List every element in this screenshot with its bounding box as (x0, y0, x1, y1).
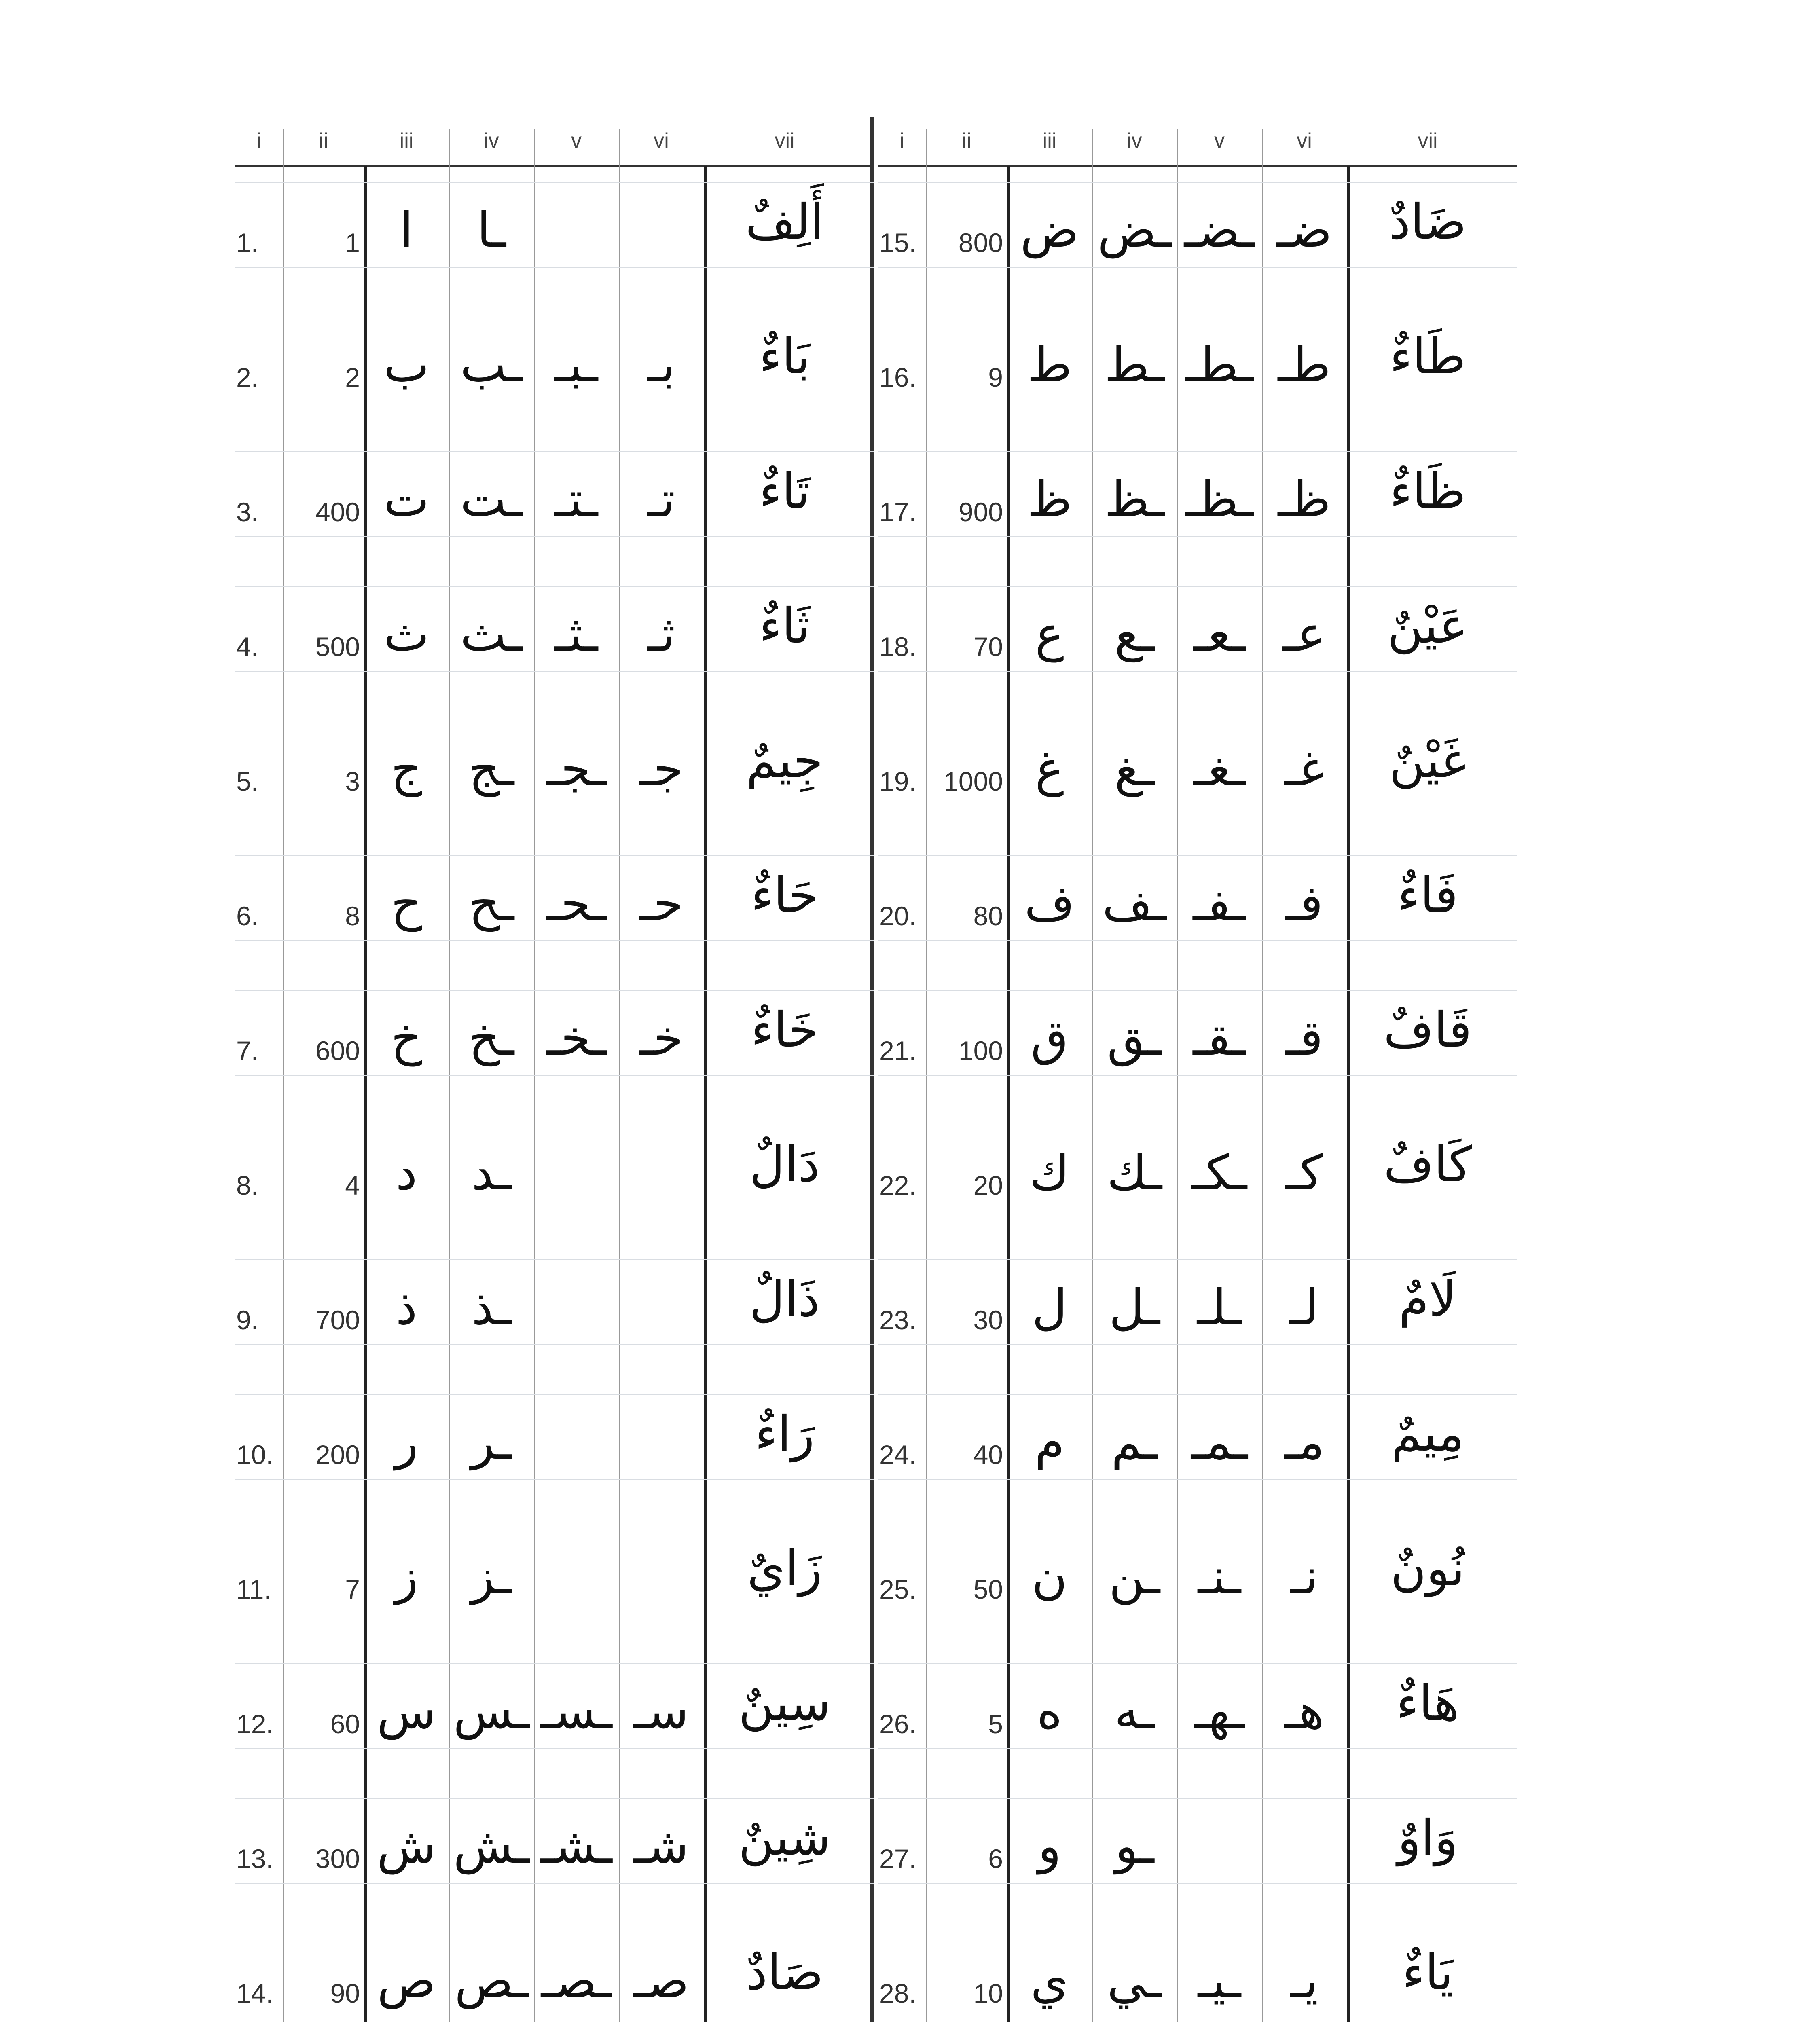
final-form: ـظ (1104, 472, 1165, 528)
isolated-form: ت (383, 472, 430, 528)
letter-name: شِينٌ (738, 1810, 831, 1866)
isolated-form: ض (1020, 202, 1079, 258)
header-iii: iii (399, 129, 414, 152)
isolated-form: ك (1029, 1145, 1070, 1201)
guide-line (235, 586, 874, 587)
letter-name: هَاءٌ (1396, 1675, 1460, 1732)
row-index: 2. (236, 362, 259, 392)
final-form: ـث (460, 606, 523, 662)
numeric-value: 1000 (944, 766, 1003, 796)
letter-name: مِيمٌ (1391, 1406, 1464, 1462)
guide-line (235, 1344, 874, 1345)
row-index: 5. (236, 766, 259, 796)
initial-form: ظـ (1278, 472, 1331, 528)
final-form: ـر (471, 1414, 512, 1470)
row-index: 11. (236, 1574, 271, 1604)
header-vi: vi (654, 129, 669, 152)
numeric-value: 6 (988, 1844, 1003, 1874)
header-vii: vii (1418, 129, 1438, 152)
medial-form: ـمـ (1191, 1414, 1248, 1470)
header-ii: ii (962, 129, 971, 152)
medial-form: ـحـ (546, 876, 606, 932)
numeric-value: 500 (315, 632, 360, 662)
medial-form: ـظـ (1185, 472, 1254, 528)
medial-form: ـكـ (1191, 1145, 1247, 1201)
final-form: ـف (1102, 876, 1167, 932)
guide-line (878, 1394, 1517, 1395)
final-form: ـض (1097, 202, 1172, 258)
isolated-form: ر (395, 1414, 418, 1470)
table-row (235, 974, 874, 1108)
medial-form: ـخـ (546, 1010, 606, 1066)
final-form: ـط (1104, 337, 1165, 393)
row-index: 26. (879, 1709, 916, 1739)
table-row (878, 704, 1517, 839)
isolated-form: ا (400, 202, 413, 258)
isolated-form: غ (1035, 741, 1064, 797)
isolated-form: ق (1031, 1010, 1069, 1066)
guide-line (878, 1798, 1517, 1799)
header-v: v (571, 129, 582, 152)
isolated-form: ه (1037, 1684, 1062, 1740)
guide-line (235, 940, 874, 941)
guide-line (878, 990, 1517, 991)
table-row (878, 300, 1517, 435)
final-form: ـل (1109, 1280, 1160, 1336)
numeric-value: 50 (973, 1574, 1003, 1604)
numeric-value: 5 (988, 1709, 1003, 1739)
initial-form: خـ (639, 1010, 684, 1066)
final-form: ـي (1107, 1953, 1162, 2009)
medial-form: ـصـ (541, 1953, 612, 2009)
letter-name: صَادٌ (746, 1945, 823, 2001)
row-index: 1. (236, 228, 259, 258)
guide-line (235, 182, 874, 183)
guide-line (878, 267, 1517, 268)
letter-name: عَيْنٌ (1387, 598, 1468, 654)
letter-name: وَاوٌ (1397, 1810, 1458, 1866)
table-row (235, 166, 874, 300)
guide-line (878, 1075, 1517, 1076)
table-row (878, 1512, 1517, 1647)
initial-form: جـ (639, 741, 684, 797)
row-index: 14. (236, 1978, 273, 2008)
initial-form: حـ (639, 876, 684, 932)
guide-line (878, 1479, 1517, 1480)
initial-form: نـ (1290, 1549, 1318, 1605)
letter-name: ثَاءٌ (759, 598, 811, 654)
letter-name: زَايٌ (747, 1541, 822, 1597)
medial-form: ـبـ (554, 337, 598, 393)
medial-form: ـهـ (1194, 1684, 1245, 1740)
final-form: ـا (477, 202, 506, 258)
final-form: ـخ (468, 1010, 514, 1066)
guide-line (235, 1798, 874, 1799)
table-header (235, 117, 874, 166)
medial-form: ـلـ (1197, 1280, 1242, 1336)
header-vi: vi (1297, 129, 1312, 152)
medial-form: ـغـ (1193, 741, 1246, 797)
medial-form: ـسـ (540, 1684, 612, 1740)
table-row (235, 1512, 874, 1647)
header-i: i (256, 129, 261, 152)
table-row (235, 300, 874, 435)
table-row (235, 704, 874, 839)
guide-line (235, 536, 874, 537)
initial-form: تـ (647, 472, 675, 528)
final-form: ـز (471, 1549, 512, 1605)
isolated-form: م (1034, 1414, 1065, 1470)
final-form: ـق (1107, 1010, 1162, 1066)
table-row (235, 839, 874, 974)
guide-line (878, 671, 1517, 672)
numeric-value: 3 (345, 766, 360, 796)
table-row (878, 1108, 1517, 1243)
row-index: 20. (879, 901, 916, 931)
row-index: 15. (879, 228, 916, 258)
guide-line (878, 1344, 1517, 1345)
table-row (878, 435, 1517, 570)
letters-table-right (878, 117, 1517, 2022)
header-iv: iv (1127, 129, 1142, 152)
initial-form: كـ (1285, 1145, 1323, 1201)
guide-line (235, 990, 874, 991)
table-header (878, 117, 1517, 166)
letter-name: لَامٌ (1399, 1271, 1457, 1328)
isolated-form: ث (383, 606, 430, 662)
initial-form: ضـ (1276, 202, 1332, 258)
medial-form: ـنـ (1198, 1549, 1241, 1605)
letter-name: بَاءٌ (759, 329, 811, 385)
initial-form: صـ (633, 1953, 689, 2009)
row-index: 4. (236, 632, 259, 662)
medial-form: ـيـ (1198, 1953, 1241, 2009)
row-index: 17. (879, 497, 916, 527)
isolated-form: ط (1027, 337, 1072, 393)
numeric-value: 10 (973, 1978, 1003, 2008)
final-form: ـذ (471, 1280, 512, 1336)
letter-name: طَاءٌ (1389, 329, 1466, 385)
numeric-value: 200 (315, 1440, 360, 1470)
numeric-value: 8 (345, 901, 360, 931)
medial-form: ـطـ (1185, 337, 1254, 393)
numeric-value: 80 (973, 901, 1003, 931)
isolated-form: س (377, 1684, 436, 1740)
initial-form: بـ (647, 337, 675, 393)
row-index: 3. (236, 497, 259, 527)
final-form: ـغ (1114, 741, 1155, 797)
letter-name: كَافٌ (1383, 1137, 1472, 1193)
final-form: ـش (453, 1818, 530, 1874)
guide-line (235, 1748, 874, 1749)
header-iv: iv (484, 129, 499, 152)
initial-form: قـ (1285, 1010, 1323, 1066)
initial-form: طـ (1278, 337, 1331, 393)
initial-form: لـ (1290, 1280, 1319, 1336)
letter-name: سِينٌ (738, 1675, 831, 1732)
guide-line (878, 182, 1517, 183)
table-row (878, 1782, 1517, 1916)
guide-line (235, 1394, 874, 1395)
row-index: 8. (236, 1170, 259, 1200)
guide-line (235, 855, 874, 856)
guide-line (878, 536, 1517, 537)
numeric-value: 60 (330, 1709, 360, 1739)
isolated-form: ح (391, 876, 422, 932)
letter-name: رَاءٌ (755, 1406, 815, 1462)
isolated-form: ظ (1027, 472, 1072, 528)
isolated-form: ج (391, 741, 422, 797)
isolated-form: ب (383, 337, 430, 393)
numeric-value: 7 (345, 1574, 360, 1604)
numeric-value: 4 (345, 1170, 360, 1200)
numeric-value: 70 (973, 632, 1003, 662)
letter-name: جِيمٌ (746, 733, 823, 789)
numeric-value: 90 (330, 1978, 360, 2008)
final-form: ـس (453, 1684, 530, 1740)
numeric-value: 20 (973, 1170, 1003, 1200)
medial-form: ـجـ (546, 741, 606, 797)
final-form: ـت (460, 472, 523, 528)
numeric-value: 800 (958, 228, 1003, 258)
medial-form: ـفـ (1193, 876, 1246, 932)
initial-form: يـ (1290, 1953, 1318, 2009)
guide-line (878, 1663, 1517, 1664)
numeric-value: 2 (345, 362, 360, 392)
letter-name: قَافٌ (1383, 1002, 1472, 1058)
table-row (878, 1647, 1517, 1782)
guide-line (235, 1479, 874, 1480)
medial-form: ـضـ (1184, 202, 1255, 258)
header-i: i (899, 129, 904, 152)
isolated-form: ص (377, 1953, 436, 2009)
table-row (235, 1243, 874, 1378)
guide-line (235, 671, 874, 672)
medial-form: ـعـ (1193, 606, 1246, 662)
guide-line (878, 1259, 1517, 1260)
numeric-value: 30 (973, 1305, 1003, 1335)
header-iii: iii (1042, 129, 1057, 152)
initial-form: عـ (1282, 606, 1326, 662)
guide-line (235, 1075, 874, 1076)
row-index: 13. (236, 1844, 273, 1874)
row-index: 25. (879, 1574, 916, 1604)
letter-name: تَاءٌ (759, 463, 811, 520)
row-index: 27. (879, 1844, 916, 1874)
table-row (878, 839, 1517, 974)
letter-name: دَالٌ (749, 1137, 820, 1193)
numeric-value: 400 (315, 497, 360, 527)
final-form: ـد (471, 1145, 512, 1201)
numeric-value: 9 (988, 362, 1003, 392)
medial-form: ـقـ (1193, 1010, 1246, 1066)
row-index: 9. (236, 1305, 259, 1335)
table-row (235, 1916, 874, 2022)
isolated-form: خ (391, 1010, 422, 1066)
guide-line (878, 586, 1517, 587)
numeric-value: 40 (973, 1440, 1003, 1470)
initial-form: شـ (634, 1818, 689, 1874)
row-index: 22. (879, 1170, 916, 1200)
medial-form: ـشـ (540, 1818, 612, 1874)
final-form: ـع (1114, 606, 1155, 662)
isolated-form: ع (1035, 606, 1064, 662)
table-row (878, 1378, 1517, 1512)
row-index: 10. (236, 1440, 273, 1470)
final-form: ـك (1107, 1145, 1162, 1201)
letter-name: فَاءٌ (1397, 867, 1458, 924)
letter-name: ذَالٌ (749, 1271, 820, 1328)
final-form: ـب (460, 337, 523, 393)
letters-table-left (235, 117, 874, 2022)
row-index: 16. (879, 362, 916, 392)
guide-line (235, 267, 874, 268)
isolated-form: ن (1031, 1549, 1068, 1605)
letter-name: ضَادٌ (1389, 194, 1467, 250)
isolated-form: ف (1024, 876, 1075, 932)
initial-form: فـ (1285, 876, 1323, 932)
table-row (235, 1108, 874, 1243)
letter-name: غَيْنٌ (1389, 733, 1467, 789)
guide-line (878, 1883, 1517, 1884)
isolated-form: د (396, 1145, 417, 1201)
row-index: 7. (236, 1036, 259, 1066)
numeric-value: 600 (315, 1036, 360, 1066)
guide-line (235, 1663, 874, 1664)
guide-line (235, 1259, 874, 1260)
isolated-form: ذ (396, 1280, 417, 1336)
row-index: 21. (879, 1036, 916, 1066)
letter-name: خَاءٌ (751, 1002, 819, 1058)
header-v: v (1214, 129, 1225, 152)
numeric-value: 300 (315, 1844, 360, 1874)
final-form: ـص (454, 1953, 529, 2009)
guide-line (878, 940, 1517, 941)
initial-form: غـ (1285, 741, 1324, 797)
final-form: ـن (1109, 1549, 1160, 1605)
table-row (878, 974, 1517, 1108)
initial-form: مـ (1284, 1414, 1325, 1470)
guide-line (235, 451, 874, 452)
final-form: ـج (468, 741, 514, 797)
table-row (878, 1916, 1517, 2022)
header-ii: ii (319, 129, 328, 152)
table-row (235, 1782, 874, 1916)
letter-name: يَاءٌ (1402, 1945, 1454, 2001)
row-index: 18. (879, 632, 916, 662)
final-form: ـح (468, 876, 514, 932)
initial-form: ثـ (647, 606, 675, 662)
letter-name: ظَاءٌ (1389, 463, 1466, 520)
initial-form: هـ (1284, 1684, 1325, 1740)
table-row (235, 570, 874, 704)
isolated-form: ل (1032, 1280, 1067, 1336)
isolated-form: و (1038, 1818, 1061, 1874)
row-index: 23. (879, 1305, 916, 1335)
table-row (235, 1378, 874, 1512)
final-form: ـم (1111, 1414, 1158, 1470)
numeric-value: 900 (958, 497, 1003, 527)
table-row (878, 570, 1517, 704)
guide-line (878, 451, 1517, 452)
medial-form: ـثـ (554, 606, 598, 662)
letter-name: حَاءٌ (751, 867, 819, 924)
initial-form: سـ (634, 1684, 689, 1740)
table-row (878, 1243, 1517, 1378)
isolated-form: ش (377, 1818, 436, 1874)
letter-name: أَلِفٌ (745, 194, 824, 250)
guide-line (878, 1748, 1517, 1749)
row-index: 19. (879, 766, 916, 796)
table-row (235, 435, 874, 570)
header-vii: vii (775, 129, 795, 152)
medial-form: ـتـ (554, 472, 598, 528)
guide-line (235, 1883, 874, 1884)
row-index: 12. (236, 1709, 273, 1739)
row-index: 28. (879, 1978, 916, 2008)
final-form: ـه (1114, 1684, 1155, 1740)
row-index: 24. (879, 1440, 916, 1470)
numeric-value: 700 (315, 1305, 360, 1335)
isolated-form: ي (1031, 1953, 1069, 2009)
numeric-value: 1 (345, 228, 360, 258)
table-row (878, 166, 1517, 300)
letter-name: نُونٌ (1390, 1541, 1465, 1597)
isolated-form: ز (395, 1549, 418, 1605)
numeric-value: 100 (958, 1036, 1003, 1066)
guide-line (878, 855, 1517, 856)
row-index: 6. (236, 901, 259, 931)
final-form: ـو (1115, 1818, 1154, 1874)
table-row (235, 1647, 874, 1782)
